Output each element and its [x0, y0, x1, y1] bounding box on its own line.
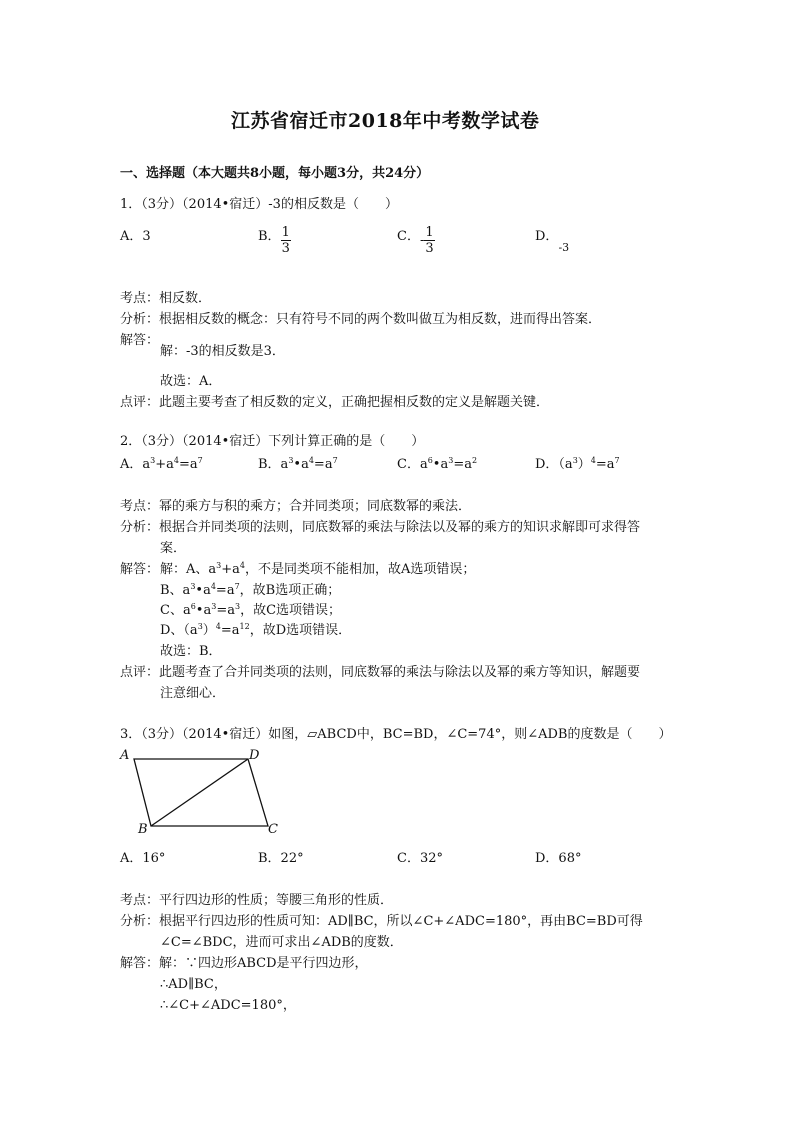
q1-option-c-denominator: 3 [425, 241, 434, 256]
q1-jieda-label: 解答： [120, 333, 160, 348]
page-title: 江苏省宿迁市2018年中考数学试卷 [231, 110, 540, 132]
section-heading: 一、选择题（本大题共8小题，每小题3分，共24分） [120, 166, 430, 181]
vertex-label-a: A [120, 748, 130, 763]
q1-stem: 1．（3分）（2014•宿迁）-3的相反数是（ ） [120, 197, 398, 212]
q1-option-b-denominator: 3 [281, 241, 290, 256]
q2-dianping-line2: 注意细心． [160, 686, 226, 701]
q2-jieda-line3: C、$a^6•a^3=a^3$，故C选项错误； [160, 602, 342, 618]
q1-jieda-line1: 解：-3的相反数是3． [160, 344, 285, 359]
q1-option-c-numerator: 1 [425, 225, 434, 240]
q3-option-c: C．32° [397, 851, 443, 866]
q2-option-d: D．$(a^3)^4=a^7$ [535, 456, 620, 472]
q3-jieda-line3: ∴∠C+∠ADC=180°， [160, 998, 296, 1013]
q3-fenxi-line1: 分析：根据平行四边形的性质可知：AD∥BC，所以∠C+∠ADC=180°，再由BC=BD可得 [120, 914, 643, 929]
q1-option-c-prefix: C． [397, 229, 420, 244]
vertex-label-b: B [138, 822, 148, 837]
q1-option-c-sign: - [419, 233, 425, 248]
q2-option-c: C．$a^6•a^3=a^2$ [397, 456, 478, 472]
q2-jieda-line1: 解：A、$a^3+a^4$，不是同类项不能相加，故A选项错误； [160, 561, 476, 577]
q2-fenxi-line1: 分析：根据合并同类项的法则，同底数幂的乘法与除法以及幂的乘方的知识求解即可求得答 [120, 520, 641, 535]
q2-kaodian: 考点：幂的乘方与积的乘方；合并同类项；同底数幂的乘法． [120, 499, 472, 514]
q2-dianping-line1: 点评：此题考查了合并同类项的法则，同底数幂的乘法与除法以及幂的乘方等知识，解题要 [120, 665, 641, 680]
vertex-label-d: D [249, 748, 260, 763]
q1-dianping: 点评：此题主要考查了相反数的定义，正确把握相反数的定义是解题关键． [120, 395, 550, 410]
q3-option-d: D．68° [535, 851, 582, 866]
q1-option-d [535, 225, 570, 254]
q2-fenxi-line2: 案． [160, 541, 187, 556]
q1-option-d-prefix: D． [535, 229, 559, 244]
diagonal-bd [151, 759, 248, 826]
q3-option-a: A．16° [120, 851, 166, 866]
q1-option-b [258, 225, 291, 256]
q2-jieda-line5: 故选：B． [160, 644, 222, 659]
parallelogram-figure [118, 746, 288, 845]
q2-jieda-line2: B、$a^3•a^4=a^7$，故B选项正确； [160, 582, 341, 598]
q2-jieda-label: 解答： [120, 562, 160, 577]
q1-option-d-value: -3 [558, 241, 570, 254]
parallelogram-abcd [134, 759, 268, 826]
q2-option-b: B．$a^3•a^4=a^7$ [258, 456, 338, 472]
q3-option-b: B．22° [258, 851, 304, 866]
q3-kaodian: 考点：平行四边形的性质；等腰三角形的性质． [120, 893, 394, 908]
q1-option-c [397, 225, 435, 256]
q2-jieda-line4: D、$(a^3)^4=a^{12}$，故D选项错误． [160, 622, 352, 638]
q2-stem: 2．（3分）（2014•宿迁）下列计算正确的是（ ） [120, 434, 425, 449]
q1-option-b-numerator: 1 [281, 225, 290, 240]
vertex-label-c: C [268, 822, 278, 837]
q2-option-a: A．$a^3+a^4=a^7$ [120, 456, 203, 472]
q1-option-b-prefix: B． [258, 229, 281, 244]
q1-jieda-line2: 故选：A． [160, 374, 222, 389]
q3-stem: 3．（3分）（2014•宿迁）如图，▱ABCD中，BC=BD，∠C=74°，则∠ADB的度数是（ ） [120, 727, 672, 742]
q3-jieda-line2: ∴AD∥BC， [160, 977, 227, 992]
q3-fenxi-line2: ∠C=∠BDC，进而可求出∠ADB的度数． [160, 935, 403, 950]
q3-jieda-line1: 解答：解：∵四边形ABCD是平行四边形， [120, 956, 368, 971]
q1-option-a: A．3 [120, 229, 151, 244]
q1-fenxi: 分析：根据相反数的概念：只有符号不同的两个数叫做互为相反数，进而得出答案． [120, 312, 602, 327]
parallelogram-svg [118, 746, 288, 841]
q1-kaodian: 考点：相反数． [120, 291, 212, 306]
